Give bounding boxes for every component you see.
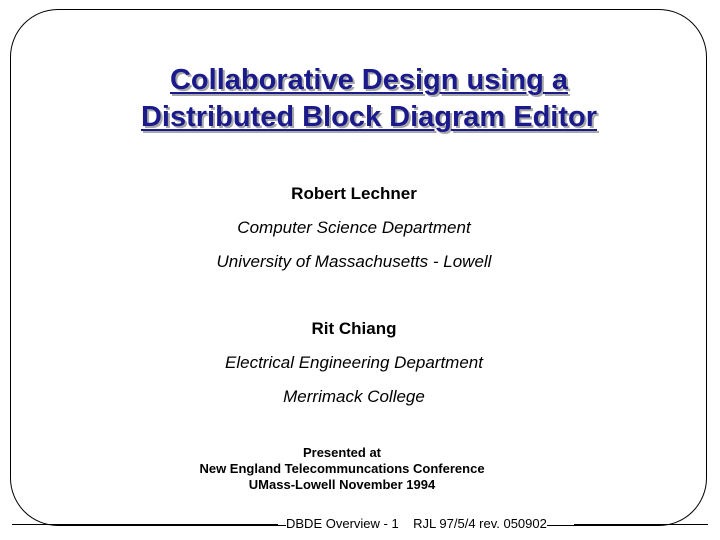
author-department: Computer Science Department bbox=[237, 218, 471, 237]
title-line-2: Distributed Block Diagram Editor bbox=[140, 101, 597, 133]
author-block-1 bbox=[0, 177, 708, 279]
author-department: Electrical Engineering Department bbox=[225, 353, 483, 372]
author-block-2 bbox=[0, 312, 708, 414]
presented-line-1: Presented at bbox=[302, 445, 382, 460]
footer-rule-right bbox=[574, 524, 708, 525]
author-name: Robert Lechner bbox=[291, 184, 417, 203]
presented-line-3: UMass-Lowell November 1994 bbox=[248, 477, 436, 492]
presented-block bbox=[0, 445, 684, 493]
footer-revision: RJL 97/5/4 rev. 050902 bbox=[413, 516, 547, 531]
slide-footer bbox=[286, 516, 547, 532]
author-institution: University of Massachusetts - Lowell bbox=[216, 252, 492, 271]
title-line-1: Collaborative Design using a bbox=[169, 64, 569, 96]
slide-title bbox=[0, 62, 720, 136]
footer-rule-left bbox=[12, 524, 278, 525]
author-institution: Merrimack College bbox=[283, 387, 425, 406]
presented-line-2: New England Telecommuncations Conference bbox=[199, 461, 485, 476]
footer-slide-label: DBDE Overview - 1 bbox=[286, 516, 399, 531]
author-name: Rit Chiang bbox=[311, 319, 397, 338]
